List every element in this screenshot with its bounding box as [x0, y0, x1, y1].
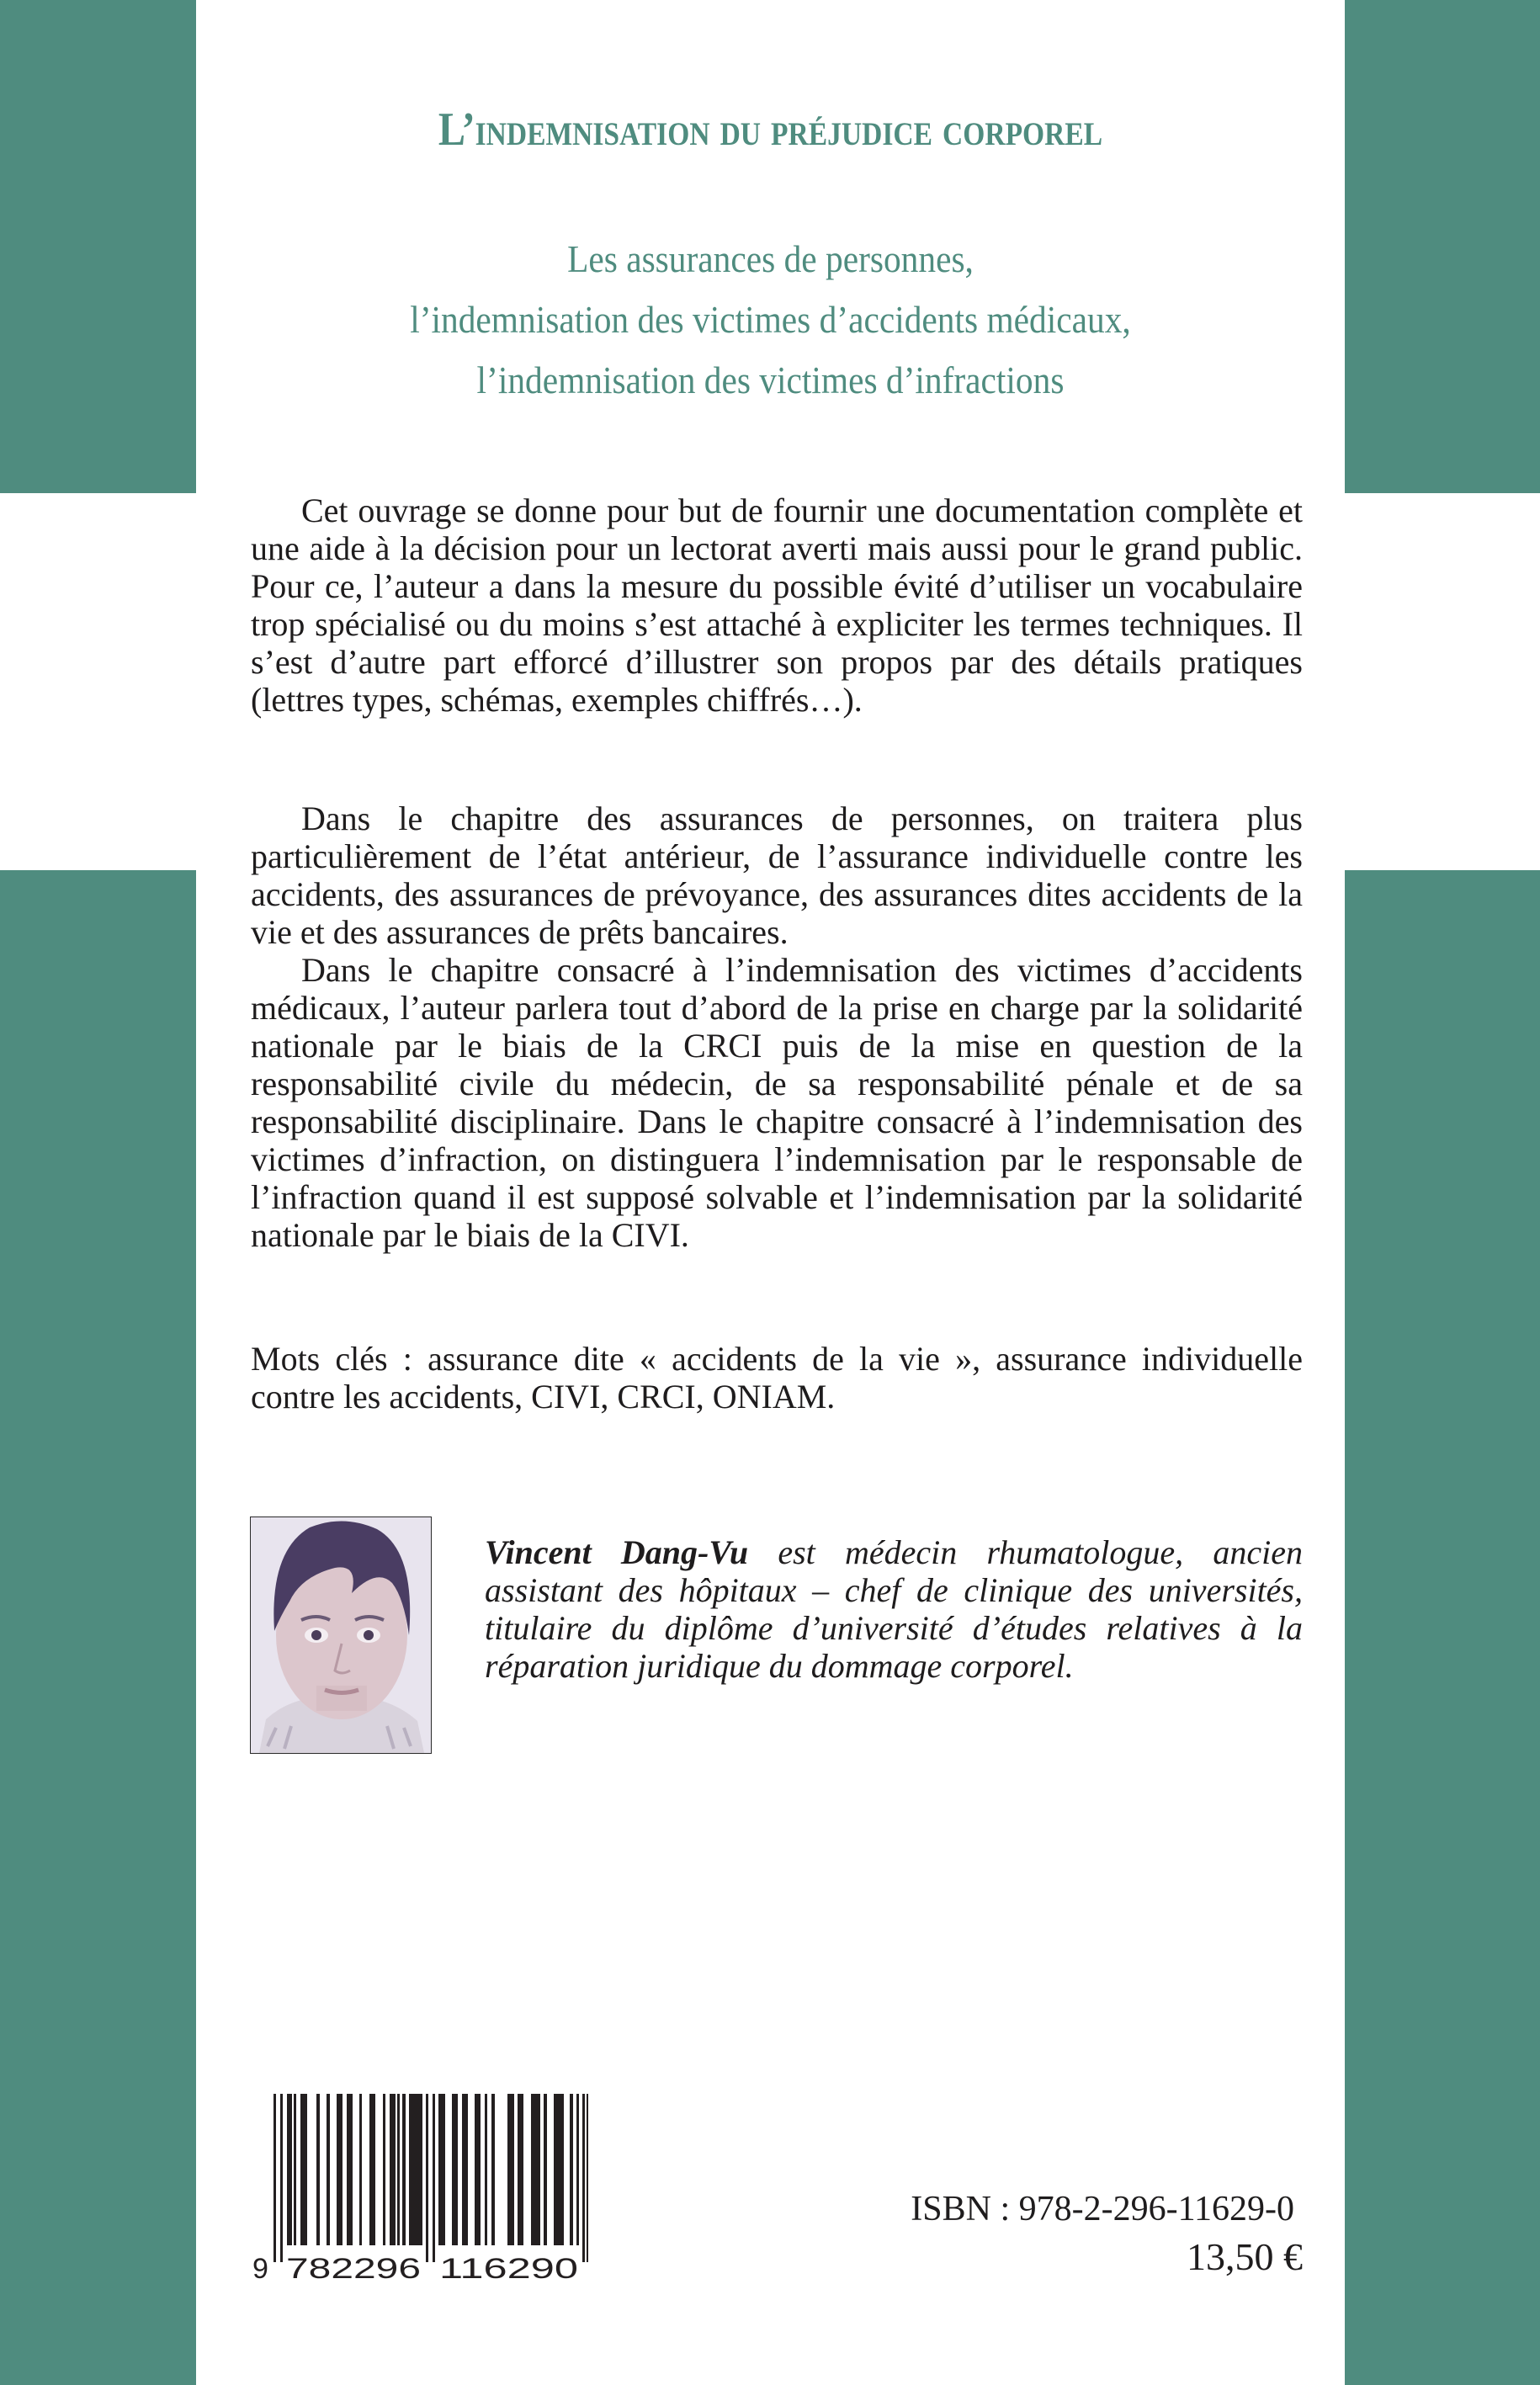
keywords: Mots clés : assurance dite « accidents de la vie », assurance individuelle contre les accidents, CIVI, CRCI, ONIAM.	[251, 1340, 1303, 1416]
keywords-block	[251, 1340, 1303, 1416]
summary-paragraphs-2-3-block	[251, 799, 1303, 1254]
isbn-barcode	[252, 2079, 606, 2289]
price: 13,50 €	[1187, 2235, 1303, 2278]
summary-paragraph: Dans le chapitre des assurances de personnes, on traitera plus particulièrement de l’état antérieur, de l’assurance individuelle contre les accidents, des assurances de prévoyance, des assurances dites accidents de la vie et des assurances de prêts bancaires.	[251, 799, 1303, 951]
author-name: Vincent Dang-Vu	[485, 1533, 749, 1571]
barcode-digits-left: 782296	[286, 2253, 421, 2285]
author-bio-text: est médecin rhumatologue, ancien assistant des hôpitaux – chef de clinique des universités, titulaire du diplôme d’université d’études relatives à la réparation juridique du dommage corporel.	[485, 1533, 1303, 1685]
barcode-digits-right: 116290	[439, 2253, 578, 2285]
summary-paragraph: Dans le chapitre consacré à l’indemnisation des victimes d’accidents médicaux, l’auteur parlera tout d’abord de la prise en charge par la solidarité nationale par le biais de la CRCI puis de la mise en question de la responsabilité civile du médecin, de sa responsabilité pénale et de sa responsabilité disciplinaire. Dans le chapitre consacré à l’indemnisation des victimes d’infraction, on distinguera l’indemnisation par le responsable de l’infraction quand il est supposé solvable et l’indemnisation par la solidarité nationale par le biais de la CIVI.	[251, 951, 1303, 1254]
subtitle-line: Les assurances de personnes,	[567, 237, 974, 280]
teal-band-top-right	[1345, 0, 1540, 493]
book-subtitle	[196, 229, 1345, 411]
barcode-digit-lead: 9	[252, 2253, 268, 2285]
summary-paragraph: Cet ouvrage se donne pour but de fournir une documentation complète et une aide à la décision pour un lectorat averti mais aussi pour le grand public. Pour ce, l’auteur a dans la mesure du possible évité d’utiliser un vocabulaire trop spécialisé ou du moins s’est attaché à expliciter les termes techniques. Il s’est d’autre part efforcé d’illustrer son propos par des détails pratiques (lettres types, schémas, exemples chiffrés…).	[251, 491, 1303, 719]
subtitle-line: l’indemnisation des victimes d’accidents médicaux,	[410, 298, 1131, 341]
teal-band-bottom-right	[1345, 870, 1540, 2385]
subtitle-line: l’indemnisation des victimes d’infractions	[476, 359, 1065, 401]
summary-paragraph-1-block	[251, 491, 1303, 719]
teal-band-top-left	[0, 0, 196, 493]
book-title: L’indemnisation du préjudice corporel	[438, 104, 1103, 156]
teal-band-bottom-left	[0, 870, 196, 2385]
author-portrait-icon	[251, 1517, 431, 1753]
author-bio	[485, 1533, 1303, 1685]
isbn-number: ISBN : 978-2-296-11629-0	[911, 2190, 1294, 2228]
author-portrait-photo	[250, 1517, 432, 1754]
